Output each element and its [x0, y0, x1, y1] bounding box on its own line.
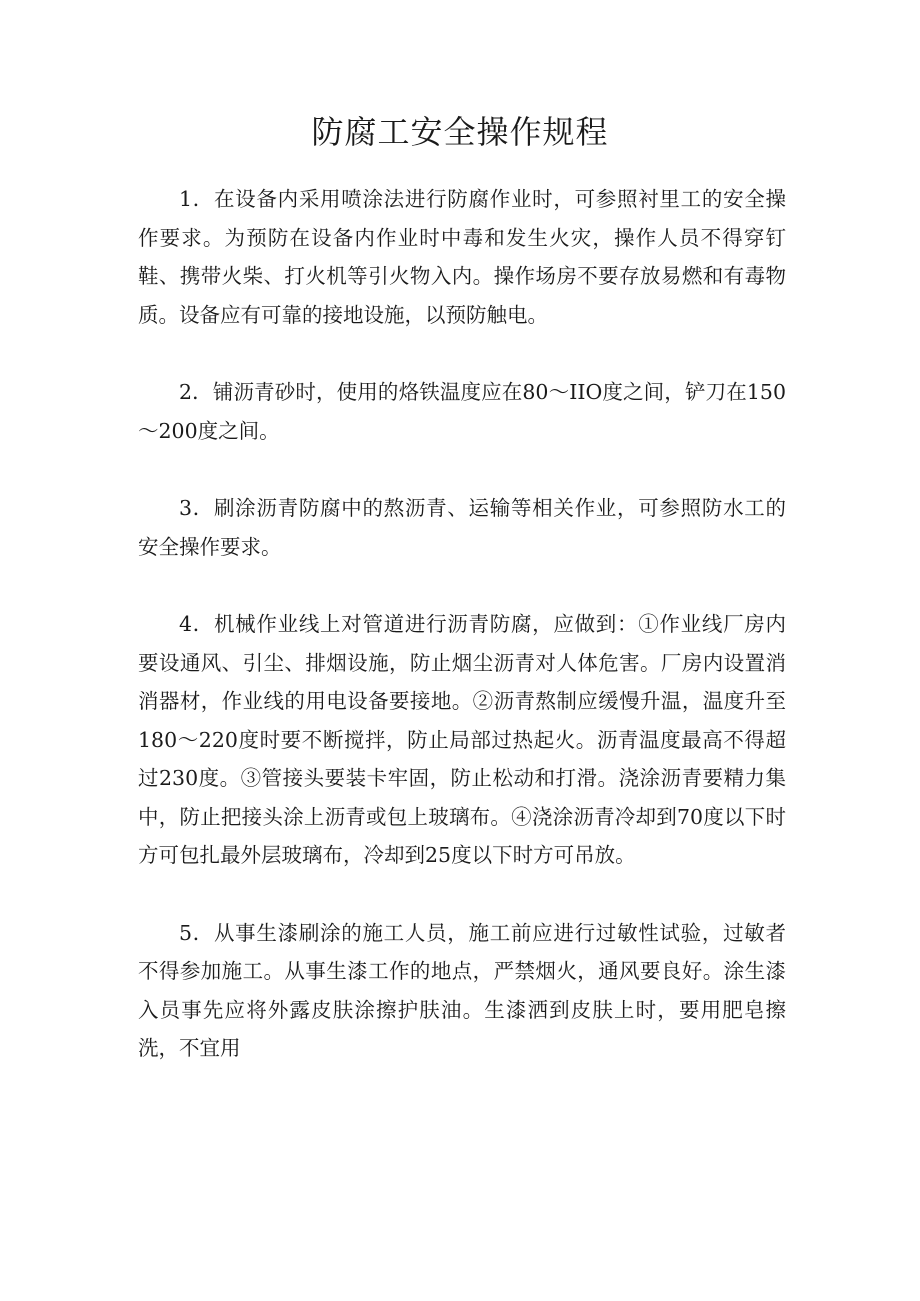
paragraph-3: 3．刷涂沥青防腐中的熬沥青、运输等相关作业，可参照防水工的安全操作要求。	[138, 496, 786, 559]
paragraph-2: 2．铺沥青砂时，使用的烙铁温度应在80～IIO度之间，铲刀在150～200度之间。	[138, 380, 786, 443]
paragraph-4: 4．机械作业线上对管道进行沥青防腐，应做到：①作业线厂房内要设通风、引尘、排烟设施，防止烟尘沥青对人体危害。厂房内设置消消器材，作业线的用电设备要接地。②沥青熬制应缓慢升温，温度升至180～220度时要不断搅拌，防止局部过热起火。沥青温度最高不得超过230度。③管接头要装卡牢固，防止松动和打滑。浇涂沥青要精力集中，防止把接头涂上沥青或包上玻璃布。④浇涂沥青冷却到70度以下时方可包扎最外层玻璃布，冷却到25度以下时方可吊放。	[138, 612, 786, 867]
paragraph-1: 1．在设备内采用喷涂法进行防腐作业时，可参照衬里工的安全操作要求。为预防在设备内作业时中毒和发生火灾，操作人员不得穿钉鞋、携带火柴、打火机等引火物入内。操作场房不要存放易燃和有毒物质。设备应有可靠的接地设施，以预防触电。	[138, 187, 786, 327]
document-body	[138, 180, 786, 1068]
document-title: 防腐工安全操作规程	[311, 113, 609, 151]
paragraph-5: 5．从事生漆刷涂的施工人员，施工前应进行过敏性试验，过敏者不得参加施工。从事生漆工作的地点，严禁烟火，通风要良好。涂生漆入员事先应将外露皮肤涂擦护肤油。生漆洒到皮肤上时，要用肥皂擦洗，不宜用	[138, 920, 786, 1060]
